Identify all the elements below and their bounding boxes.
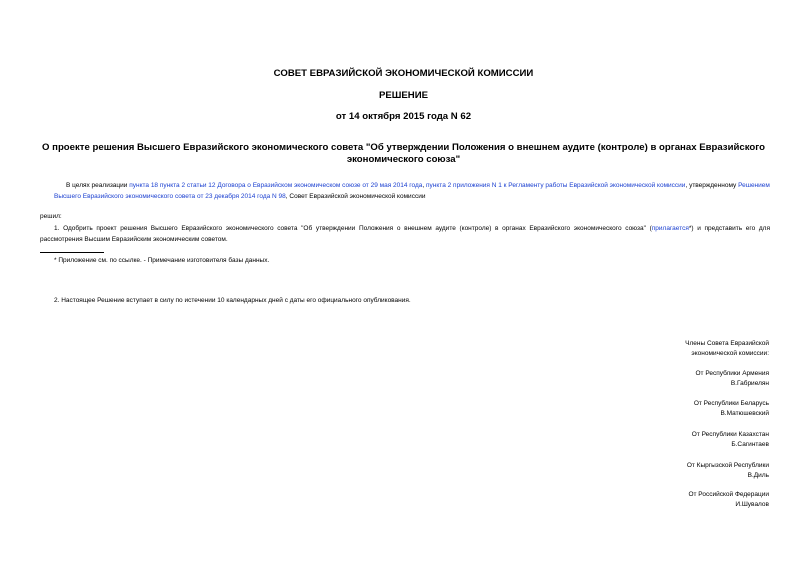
- signature-country: От Республики Армения: [695, 370, 769, 377]
- decided-label: решил:: [40, 213, 62, 220]
- preamble-paragraph: [54, 181, 770, 202]
- signature-country: От Республики Казахстан: [691, 431, 769, 438]
- decision-98-link[interactable]: Решением Высшего Евразийского экономического совета от 23 декабря 2014 года N 98: [54, 182, 770, 200]
- footnote-divider: [40, 252, 104, 253]
- preamble-text-3: , утвержденному: [685, 182, 739, 189]
- treaty-link[interactable]: пункта 18 пункта 2 статьи 12 Договора о Евразийском экономическом союзе от 29 мая 2014 года: [129, 182, 423, 189]
- appendix-link[interactable]: прилагается: [651, 225, 689, 232]
- signature-name: В.Габриелян: [730, 380, 769, 387]
- item-2-paragraph: 2. Настоящее Решение вступает в силу по истечении 10 календарных дней с даты его официального опубликования.: [54, 297, 411, 304]
- item-1-text: 1. Одобрить проект решения Высшего Евразийского экономического совета "Об утверждении Положения о внешнем аудите (контроле) в органах Евразийского экономического союза" (: [54, 225, 652, 232]
- document-title: О проекте решения Высшего Евразийского экономического совета "Об утверждении Положения о внешнем аудите (контроле) в органах Евразийского экономического союза": [42, 142, 765, 165]
- signature-name: Б.Сагинтаев: [731, 441, 769, 448]
- regulation-link[interactable]: пункта 2 приложения N 1 к Регламенту работы Евразийской экономической комиссии: [426, 182, 686, 189]
- signature-name: И.Шувалов: [735, 501, 769, 508]
- item-1-tail: *) и представить его для рассмотрения Высшим Евразийским экономическим советом.: [40, 225, 770, 243]
- signature-country: От Российской Федерации: [688, 491, 769, 498]
- signature-country: От Республики Беларусь: [693, 400, 769, 407]
- signatures-heading-line2: экономической комиссии:: [691, 350, 769, 357]
- signatures-heading-line1: Члены Совета Евразийской: [685, 340, 769, 347]
- organization-heading: СОВЕТ ЕВРАЗИЙСКОЙ ЭКОНОМИЧЕСКОЙ КОМИССИИ: [273, 68, 534, 79]
- signature-name: В.Диль: [747, 472, 769, 479]
- preamble-text-1: В целях реализации: [66, 182, 130, 189]
- preamble-text-4: , Совет Евразийской экономической комиссии: [285, 192, 426, 200]
- document-date-number: от 14 октября 2015 года N 62: [335, 111, 472, 122]
- signature-country: От Кыргызской Республики: [686, 462, 769, 469]
- footnote: * Приложение см. по ссылке. - Примечание изготовителя базы данных.: [54, 257, 270, 264]
- signature-name: В.Матюшевский: [720, 410, 769, 417]
- preamble-text-2: ,: [422, 182, 427, 189]
- document-type: РЕШЕНИЕ: [378, 90, 429, 101]
- item-1-paragraph: [40, 224, 770, 245]
